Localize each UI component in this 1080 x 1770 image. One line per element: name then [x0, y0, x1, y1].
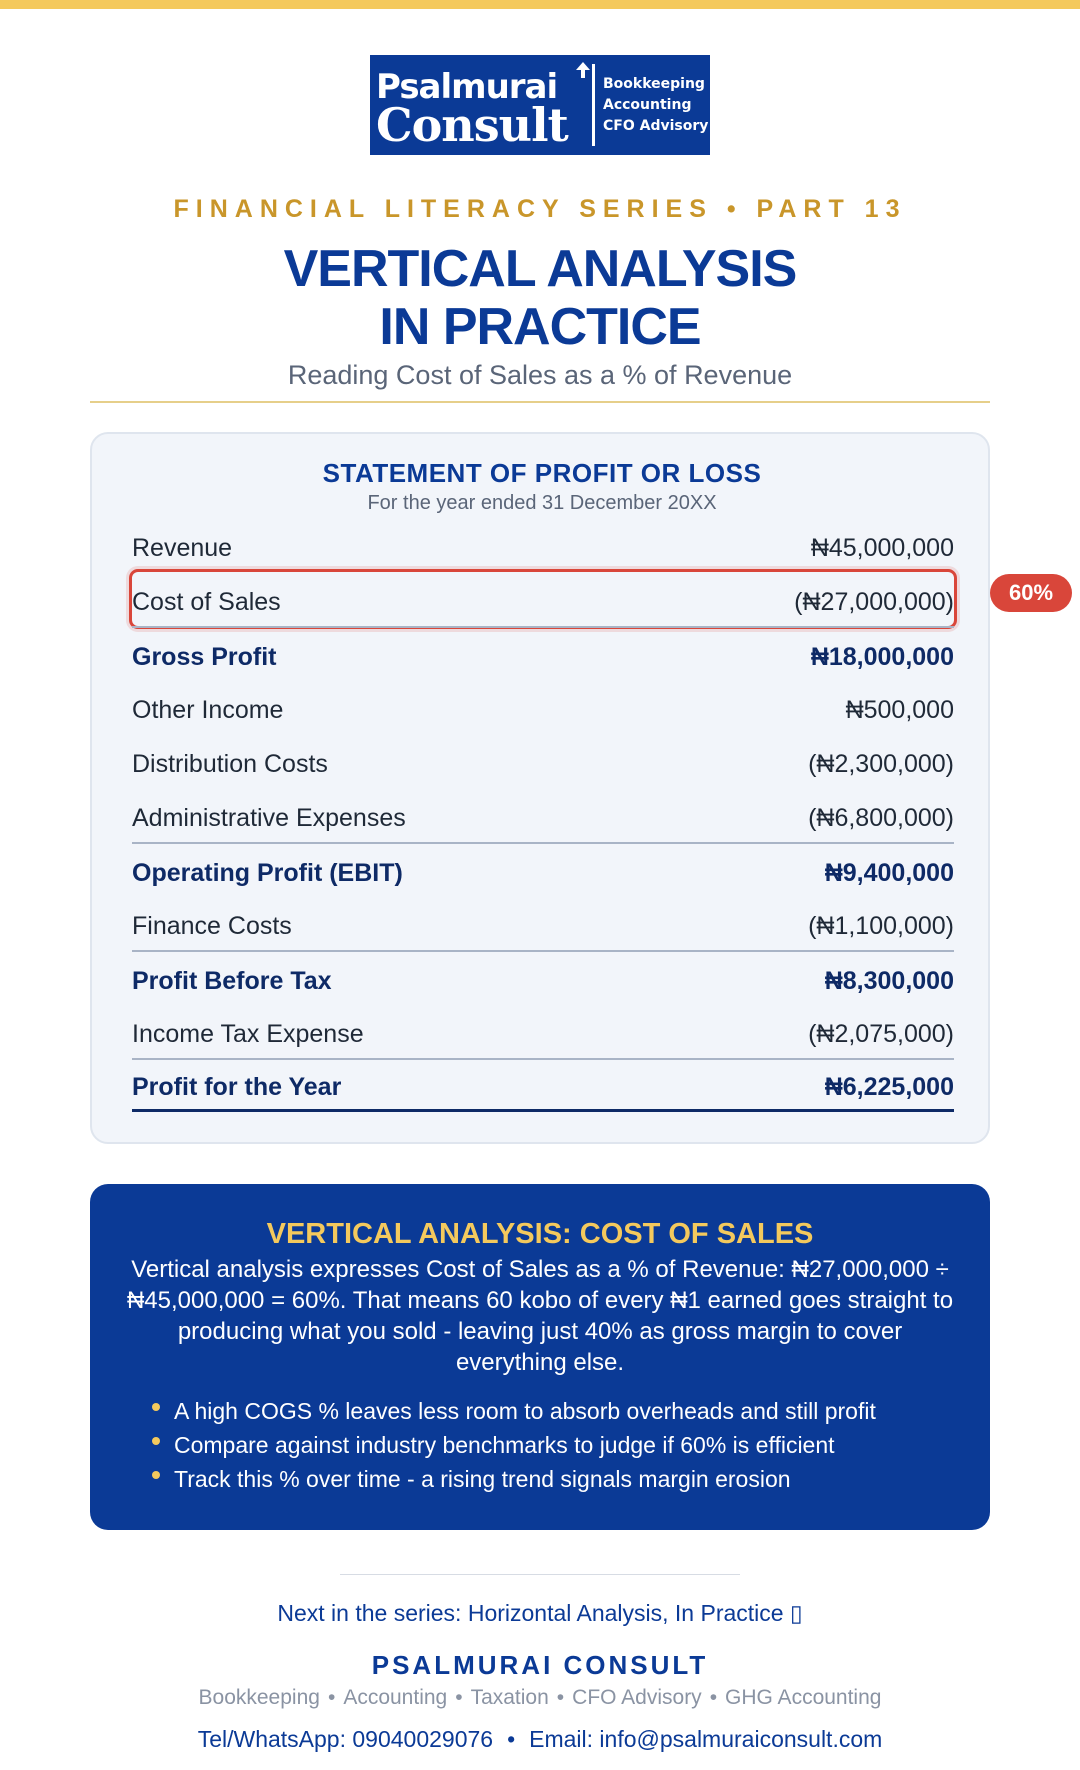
- logo-tag-accounting: Accounting: [603, 97, 692, 113]
- row-value: ₦9,400,000: [824, 858, 954, 887]
- statement-period: For the year ended 31 December 20XX: [367, 492, 717, 514]
- footer-divider: [340, 1574, 740, 1575]
- next-in-series: Next in the series: Horizontal Analysis, In Practice ▯: [277, 1600, 803, 1626]
- row-label: Gross Profit: [132, 642, 277, 671]
- footer-contact: [0, 1726, 1080, 1753]
- row-label: Cost of Sales: [132, 587, 281, 616]
- row-cost-of-sales: [132, 572, 954, 626]
- row-other-income: [132, 680, 954, 734]
- row-value: ₦8,300,000: [824, 966, 954, 995]
- row-value: ₦45,000,000: [810, 533, 954, 562]
- statement-title: STATEMENT OF PROFIT OR LOSS: [322, 458, 762, 488]
- row-label: Income Tax Expense: [132, 1019, 364, 1048]
- bullet-item: Compare against industry benchmarks to judge if 60% is efficient: [150, 1428, 970, 1462]
- statement-rows: [132, 518, 954, 1112]
- analysis-panel: [90, 1184, 990, 1530]
- row-value: (₦1,100,000): [808, 911, 954, 940]
- service-item: GHG Accounting: [725, 1686, 882, 1709]
- row-label: Administrative Expenses: [132, 803, 406, 832]
- logo-divider: [592, 64, 595, 146]
- logo-tag-bookkeeping: Bookkeeping: [603, 76, 705, 92]
- row-value: (₦2,075,000): [808, 1019, 954, 1048]
- header-divider: [90, 401, 990, 403]
- analysis-title: VERTICAL ANALYSIS: COST OF SALES: [266, 1218, 814, 1250]
- row-label: Other Income: [132, 695, 284, 724]
- service-item: CFO Advisory: [572, 1686, 702, 1709]
- separator-dot: •: [327, 1686, 336, 1709]
- top-accent-bar: [0, 0, 1080, 9]
- row-finance-costs: [132, 896, 954, 950]
- row-label: Revenue: [132, 533, 233, 562]
- logo-wordmark: [370, 55, 592, 155]
- row-gross-profit: [132, 626, 954, 680]
- row-label: Profit Before Tax: [132, 966, 332, 995]
- logo-taglines: [603, 76, 708, 134]
- statement-card: [90, 432, 990, 1144]
- contact-phone[interactable]: Tel/WhatsApp: 09040029076: [197, 1726, 494, 1752]
- page-title-line1: VERTICAL ANALYSIS: [283, 240, 797, 298]
- separator-dot: •: [556, 1686, 565, 1709]
- row-value: (₦6,800,000): [808, 803, 954, 832]
- logo-tag-cfo-advisory: CFO Advisory: [603, 118, 709, 134]
- row-label: Profit for the Year: [132, 1073, 342, 1101]
- row-value: ₦18,000,000: [810, 642, 954, 671]
- growth-arrow-icon: [575, 61, 591, 79]
- footer-brand: PSALMURAI CONSULT: [371, 1650, 709, 1680]
- separator-dot: •: [455, 1686, 463, 1709]
- row-label: Distribution Costs: [132, 749, 328, 778]
- separator-dot: •: [709, 1686, 718, 1709]
- row-label: Finance Costs: [132, 911, 292, 940]
- service-item: Taxation: [470, 1686, 549, 1709]
- bullet-item: Track this % over time - a rising trend signals margin erosion: [150, 1462, 970, 1496]
- series-label: FINANCIAL LITERACY SERIES • PART 13: [173, 195, 907, 223]
- logo-line1: Psalmurai: [376, 67, 558, 107]
- row-income-tax-expense: [132, 1004, 954, 1058]
- row-value: (₦27,000,000): [794, 587, 954, 616]
- logo-line2: Consult: [376, 98, 568, 152]
- row-value: ₦500,000: [845, 695, 954, 724]
- separator-dot: •: [507, 1726, 516, 1752]
- row-operating-profit: [132, 842, 954, 896]
- row-distribution-costs: [132, 734, 954, 788]
- company-logo: [370, 55, 710, 155]
- row-administrative-expenses: [132, 788, 954, 842]
- analysis-bullets: [150, 1394, 970, 1496]
- bullet-item: A high COGS % leaves less room to absorb overheads and still profit: [150, 1394, 970, 1428]
- row-revenue: [132, 518, 954, 572]
- analysis-text: Vertical analysis expresses Cost of Sales as a % of Revenue: ₦27,000,000 ÷ ₦45,000,000 = 60%. That means 60 kobo of every ₦1 earned goes straight to producing what you sold - leaving just 40% as gross margin to cover everything else.: [126, 1256, 954, 1376]
- page-title-line2: IN PRACTICE: [379, 298, 701, 356]
- page-subtitle: Reading Cost of Sales as a % of Revenue: [287, 360, 793, 390]
- row-value: (₦2,300,000): [808, 749, 954, 778]
- row-label: Operating Profit (EBIT): [132, 858, 403, 887]
- footer-services: [0, 1686, 1080, 1710]
- row-profit-for-the-year: [132, 1058, 954, 1112]
- row-value: ₦6,225,000: [824, 1073, 954, 1101]
- contact-email[interactable]: Email: info@psalmuraiconsult.com: [529, 1726, 883, 1752]
- percentage-badge: 60%: [990, 574, 1072, 612]
- row-profit-before-tax: [132, 950, 954, 1004]
- service-item: Accounting: [343, 1686, 448, 1709]
- service-item: Bookkeeping: [198, 1686, 320, 1709]
